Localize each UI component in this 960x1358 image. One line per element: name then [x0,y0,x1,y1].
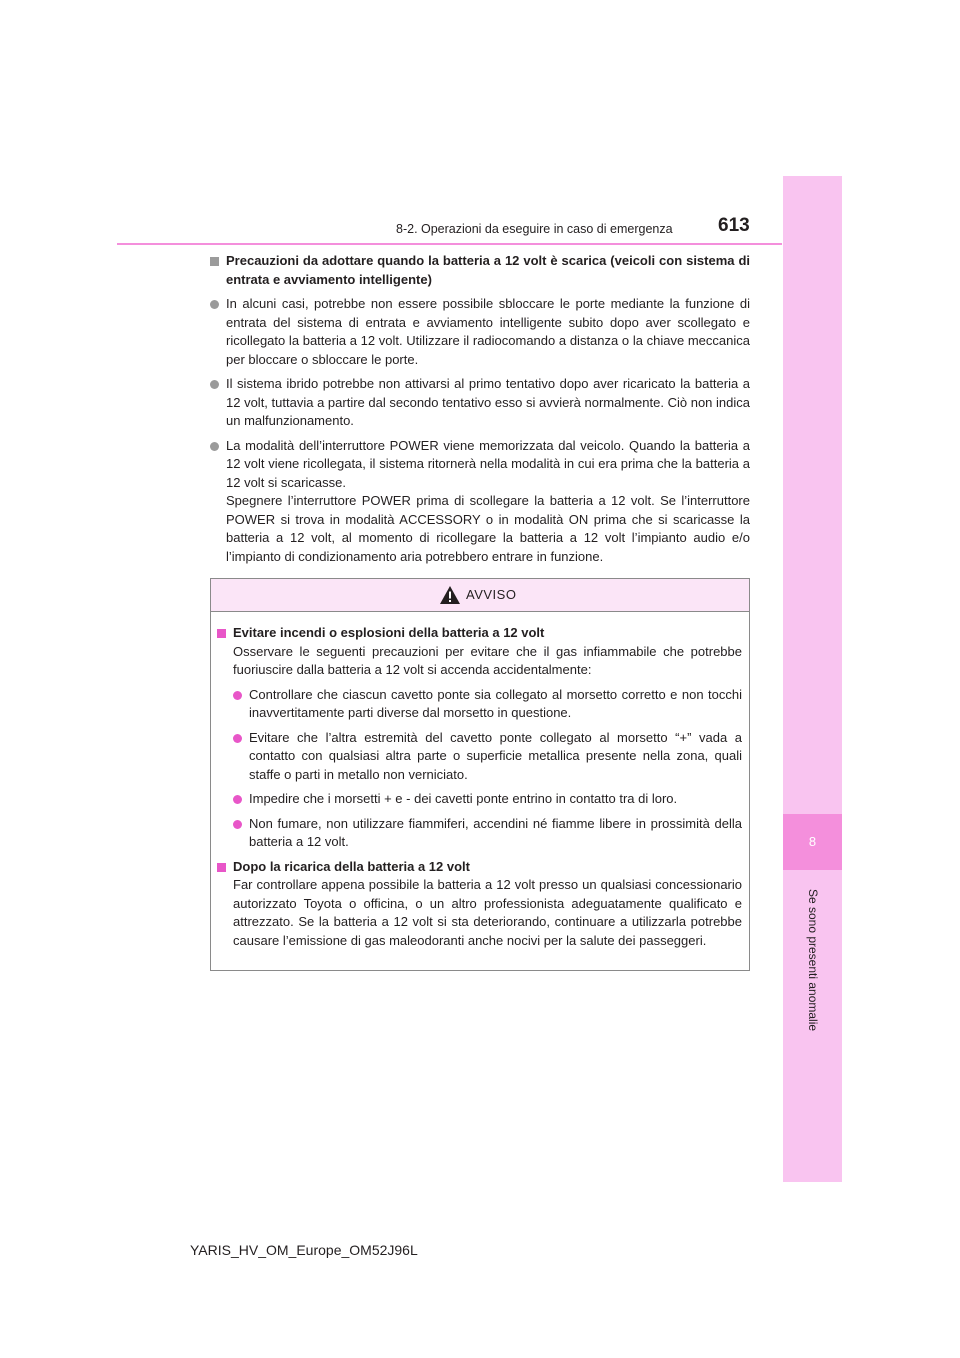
list-item: Il sistema ibrido potrebbe non attivarsi al primo tentativo dopo aver ricaricato la batteria a 12 volt, tuttavia a partire dal secondo tentativo esso si avvierà normalmente. Ciò non indica un malfunzionamento. [210,375,750,431]
section-title: 8-2. Operazioni da eseguire in caso di emergenza [396,222,673,236]
circle-bullet-icon [233,734,242,743]
circle-bullet-icon [210,300,219,309]
document-code: YARIS_HV_OM_Europe_OM52J96L [190,1242,418,1258]
chapter-number: 8 [783,814,842,870]
warning-triangle-icon [439,585,461,605]
list-item: Non fumare, non utilizzare fiammiferi, accendini né fiamme libere in prossimità della batteria a 12 volt. [217,815,742,852]
warning-title: AVVISO [466,587,517,602]
warning-box [210,578,750,971]
chapter-label: Se sono presenti anomalie [805,888,820,1032]
circle-bullet-icon [233,691,242,700]
circle-bullet-icon [233,795,242,804]
list-item: Impedire che i morsetti + e - dei cavetti ponte entrino in contatto tra di loro. [217,790,742,809]
warning-section-heading: Evitare incendi o esplosioni della batteria a 12 volt [217,624,742,643]
square-bullet-icon [217,863,226,872]
list-item: Evitare che l’altra estremità del cavetto ponte collegato al morsetto “+” vada a contatto con qualsiasi altra parte o superficie metallica presente nella zona, quali staffe o parti in metallo non verniciato. [217,729,742,785]
warning-header [211,579,749,612]
page-number: 613 [718,215,750,236]
precautions-block [210,252,750,572]
list-item: In alcuni casi, potrebbe non essere possibile sbloccare le porte mediante la funzione di entrata del sistema di entrata e avviamento intelligente subito dopo aver scollegato e ricollegato la batteria a 12 volt. Utilizzare il radiocomando a distanza o la chiave meccanica per bloccare o sbloccare le porte. [210,295,750,369]
warning-body [211,612,749,950]
precautions-heading: Precauzioni da adottare quando la batteria a 12 volt è scarica (veicoli con sistema di entrata e avviamento intelligente) [210,252,750,289]
list-item: Controllare che ciascun cavetto ponte sia collegato al morsetto corretto e non tocchi inavvertitamente parti diverse dal morsetto in questione. [217,686,742,723]
warning-section-text: Far controllare appena possibile la batteria a 12 volt presso un qualsiasi concessionario autorizzato Toyota o officina, o un altro professionista adeguatamente qualificato e attrezzato. Se la batteria a 12 volt si sta deteriorando, continuare a utilizzarla potrebbe causare l’emissione di gas maleodoranti anche nocivi per la salute dei passeggeri. [233,877,742,948]
circle-bullet-icon [210,442,219,451]
list-item: La modalità dell’interruttore POWER viene memorizzata dal veicolo. Quando la batteria a 12 volt viene ricollegata, il sistema ritornerà nella modalità in cui era prima che la batteria a 12 volt si scaricasse. Spegnere l’interruttore POWER prima di scollegare la batteria a 12 volt. Se l’interruttore POWER si trova in modalità ACCESSORY o in modalità ON prima che si scaricasse la batteria a 12 volt, al momento di ricollegare la batteria a 12 volt l’impianto audio e/o l’impianto di condizionamento aria potrebbero entrare in funzione. [210,437,750,567]
warning-section-text: Osservare le seguenti precauzioni per evitare che il gas infiammabile che potrebbe fuoriuscire dalla batteria a 12 volt si accenda accidentalmente: [233,643,742,677]
header-rule [117,243,782,245]
circle-bullet-icon [233,820,242,829]
warning-section-heading: Dopo la ricarica della batteria a 12 volt [217,858,742,877]
circle-bullet-icon [210,380,219,389]
square-bullet-icon [210,257,219,266]
chapter-label-wrap [783,880,842,1040]
square-bullet-icon [217,629,226,638]
